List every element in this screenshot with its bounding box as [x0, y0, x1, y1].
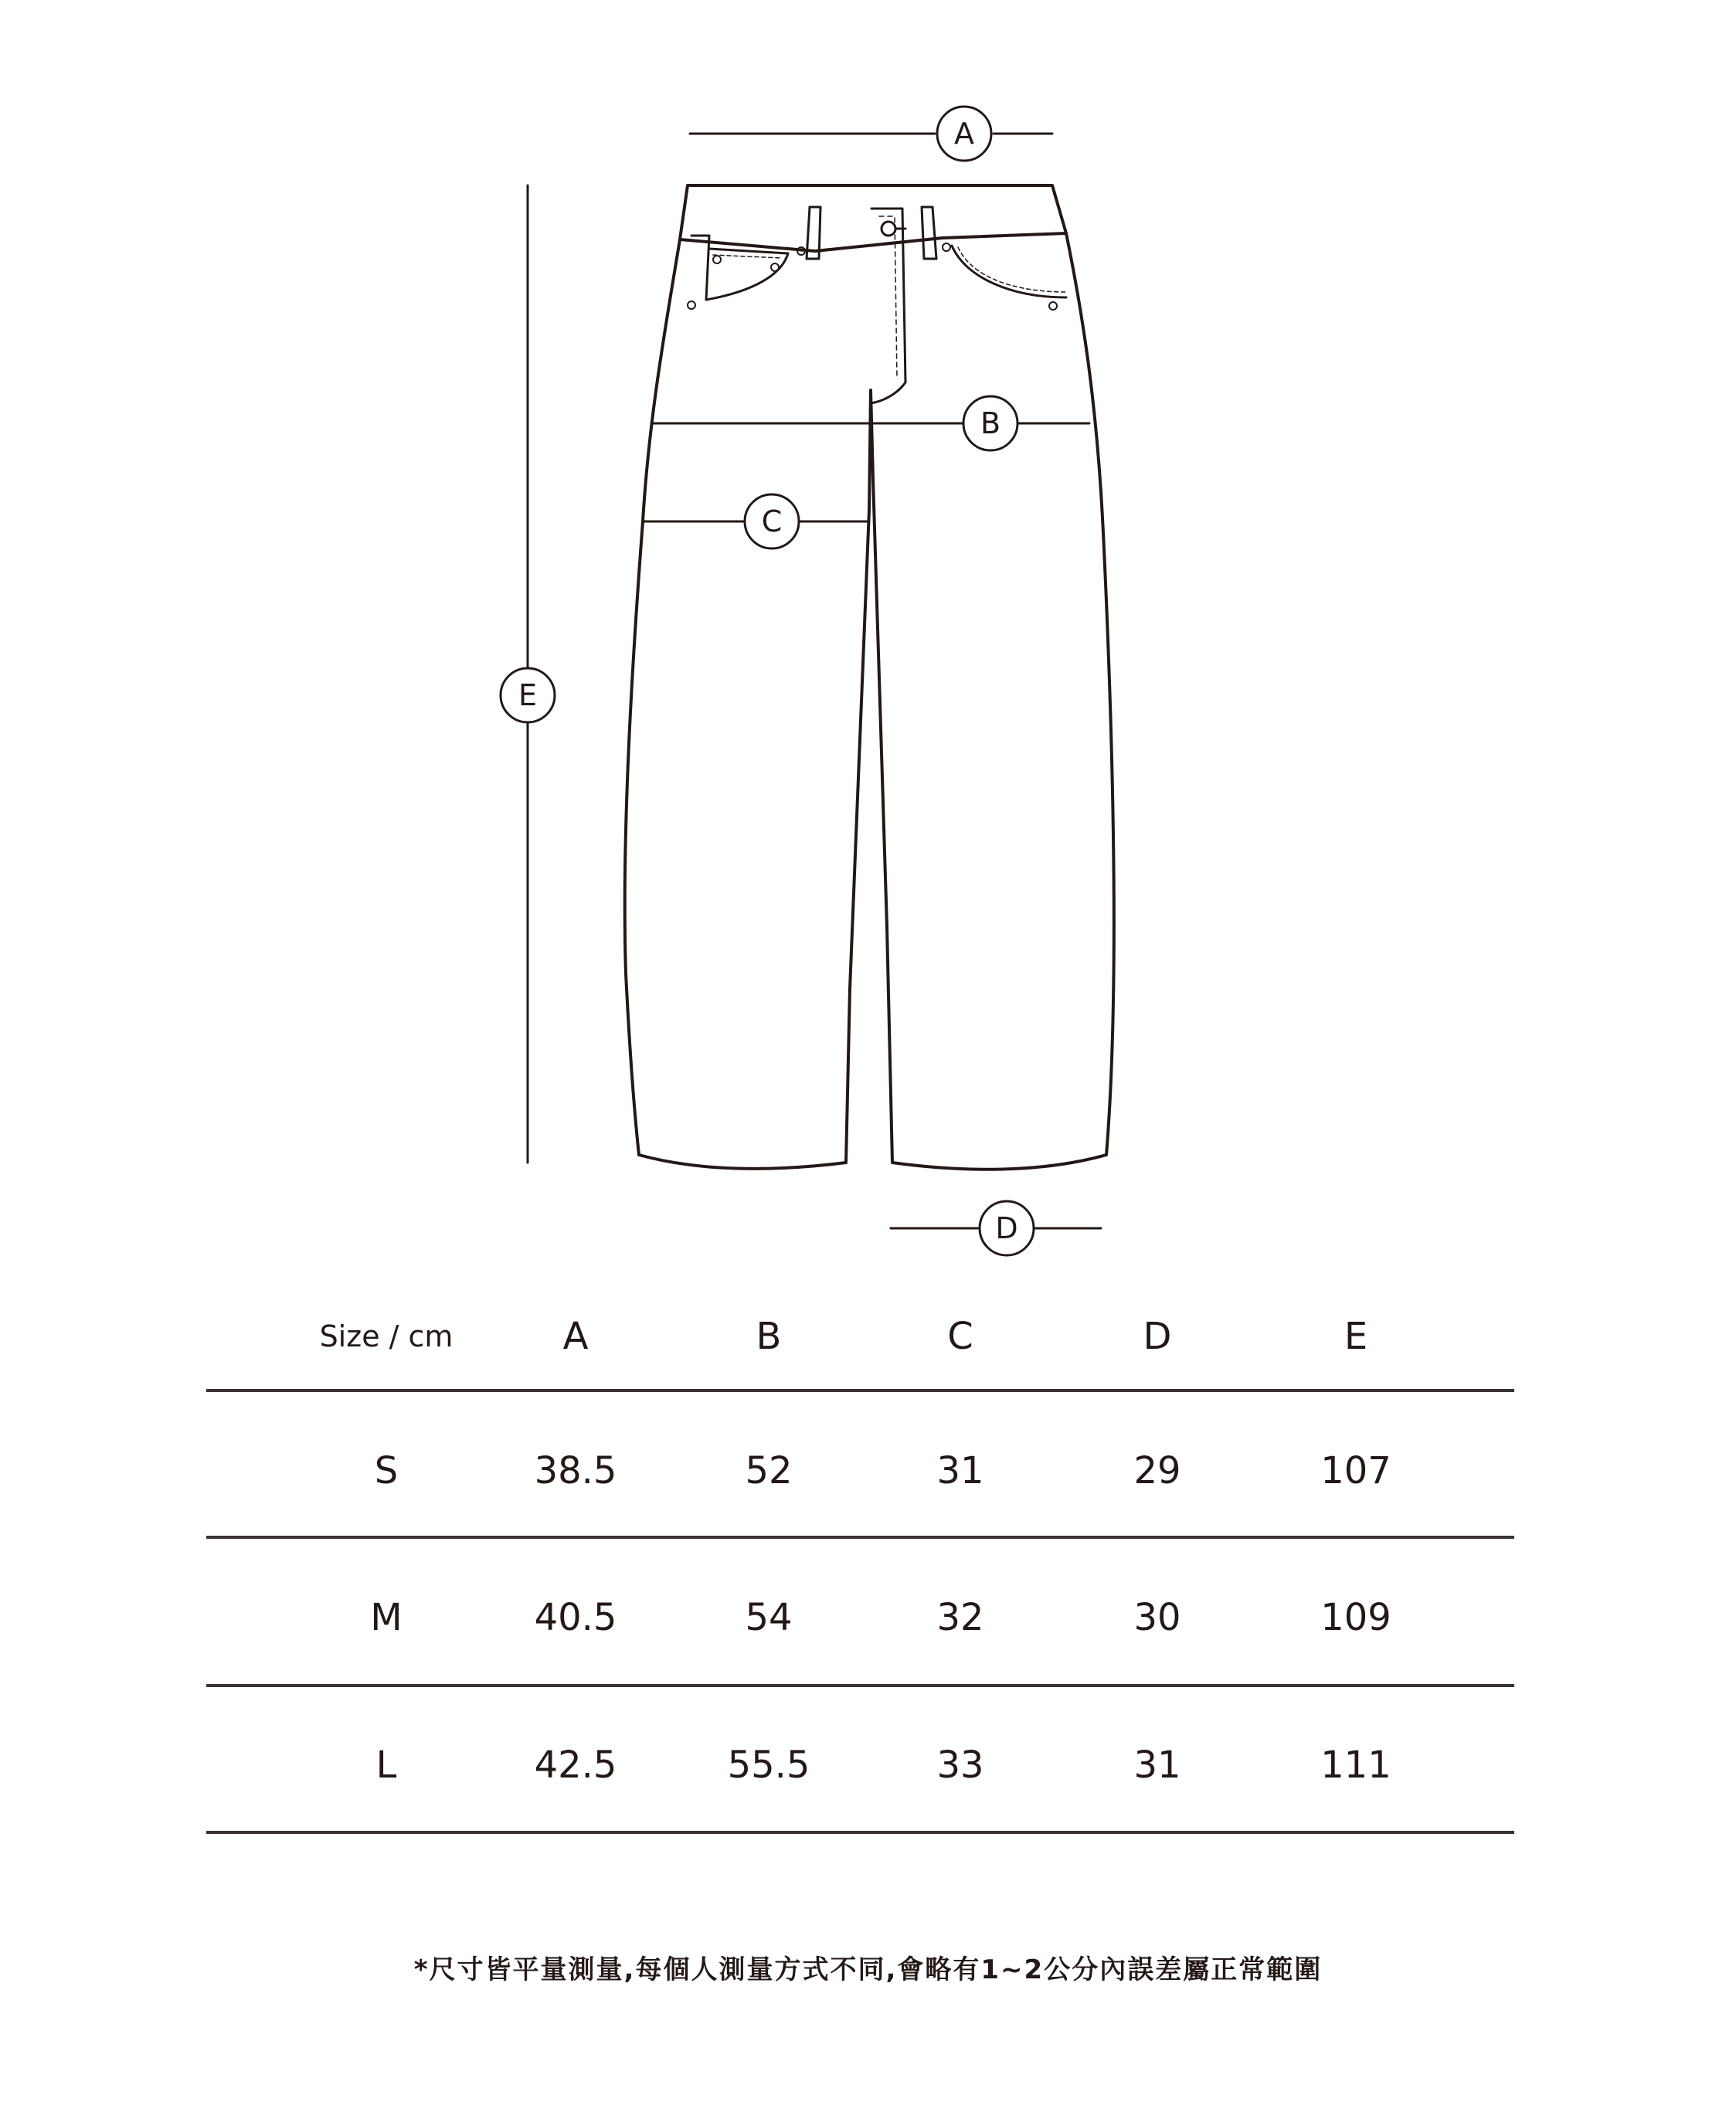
cell-a: 40.5 [534, 1596, 617, 1639]
row-size-label: L [375, 1744, 397, 1787]
table-header-e: E [1344, 1315, 1368, 1358]
cell-b: 55.5 [727, 1744, 810, 1787]
cell-e: 111 [1320, 1744, 1391, 1787]
label-b: B [980, 406, 1001, 440]
cell-c: 32 [936, 1596, 984, 1639]
table-divider [206, 1389, 1514, 1392]
cell-d: 29 [1133, 1449, 1181, 1492]
label-a: A [954, 117, 974, 151]
cell-e: 107 [1320, 1449, 1391, 1492]
measurement-footnote: *尺寸皆平量測量,每個人測量方式不同,會略有1~2公分內誤差屬正常範圍 [413, 1954, 1323, 1985]
table-header-b: B [756, 1315, 782, 1358]
cell-b: 52 [745, 1449, 793, 1492]
cell-a: 38.5 [534, 1449, 617, 1492]
cell-a: 42.5 [534, 1744, 617, 1787]
table-divider [206, 1536, 1514, 1539]
cell-c: 31 [936, 1449, 984, 1492]
table-divider [206, 1684, 1514, 1687]
row-size-label: M [370, 1596, 403, 1639]
label-e: E [518, 678, 537, 712]
table-header-size: Size / cm [319, 1319, 454, 1353]
label-d: D [995, 1211, 1018, 1245]
cell-d: 30 [1133, 1596, 1181, 1639]
cell-b: 54 [745, 1596, 793, 1639]
table-header-d: D [1143, 1315, 1172, 1358]
pants-outline [625, 185, 1114, 1170]
row-size-label: S [374, 1449, 399, 1492]
cell-d: 31 [1133, 1744, 1181, 1787]
cell-e: 109 [1320, 1596, 1391, 1639]
measure-line-a [690, 107, 1052, 161]
table-header-c: C [947, 1315, 973, 1358]
table-divider [206, 1831, 1514, 1834]
cell-c: 33 [936, 1744, 984, 1787]
table-header-a: A [562, 1315, 589, 1358]
label-c: C [761, 504, 783, 538]
